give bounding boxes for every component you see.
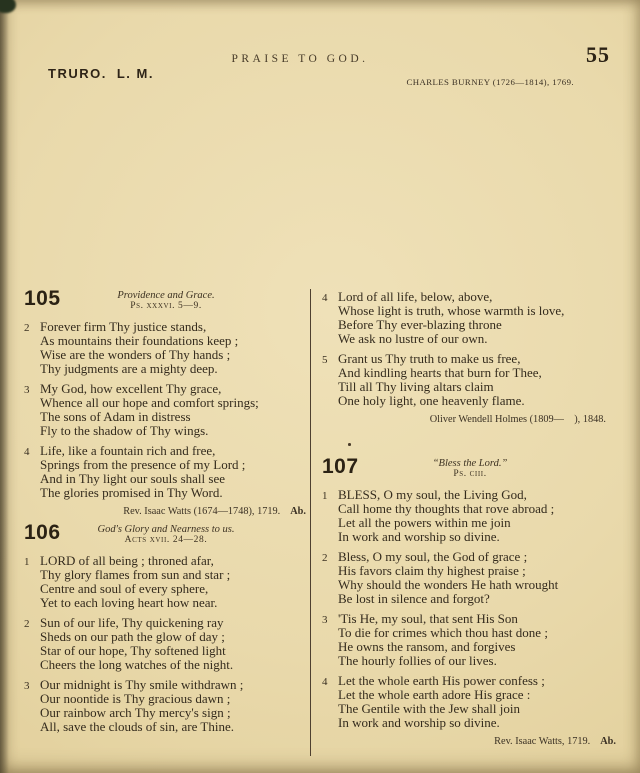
- verse-line: Our midnight is Thy smile withdrawn ;: [40, 677, 244, 692]
- verse: [322, 290, 618, 346]
- verse-line: Life, like a fountain rich and free,: [40, 443, 216, 458]
- music-score: [28, 84, 584, 286]
- hymn-scripture-ref: Ps. xxxvi. 5—9.: [130, 301, 202, 311]
- verse-line: Star of our hope, Thy softened light: [40, 643, 226, 658]
- verse-line: One holy light, one heavenly flame.: [338, 393, 525, 408]
- attribution: [322, 414, 616, 425]
- verse-line: Our noontide is Thy gracious dawn ;: [40, 691, 231, 706]
- page-number: 55: [586, 42, 610, 67]
- verse-line: Whose light is truth, whose warmth is love,: [338, 303, 565, 318]
- verse-line: Before Thy ever-blazing throne: [338, 317, 502, 332]
- hymn-title: Providence and Grace.: [117, 290, 215, 301]
- verse-number: 3: [24, 680, 30, 692]
- verse-line: Why should the wonders He hath wrought: [338, 577, 559, 592]
- right-column: [322, 290, 618, 754]
- verse-line: And in Thy light our souls shall see: [40, 471, 226, 486]
- verse-line: Call home thy thoughts that rove abroad ;: [338, 501, 555, 516]
- verse: [322, 488, 618, 544]
- verse-line: We ask no lustre of our own.: [338, 331, 488, 346]
- verse-line: Let all the powers within me join: [338, 515, 511, 530]
- attribution-text: Rev. Isaac Watts, 1719.: [494, 736, 591, 747]
- hymn-title: “Bless the Lord.”: [432, 458, 508, 469]
- hymn-number: 107: [322, 455, 359, 478]
- verse-line: As mountains their foundations keep ;: [40, 333, 239, 348]
- tune-title: TRURO.: [48, 66, 107, 81]
- hymn-scripture-ref: Ps. ciii.: [453, 469, 487, 479]
- verse-line: Thy judgments are a mighty deep.: [40, 361, 218, 376]
- verse: [322, 352, 618, 408]
- hymn-title: God's Glory and Nearness to us.: [97, 524, 235, 535]
- verse-line: My God, how excellent Thy grace,: [40, 381, 222, 396]
- verse-line: Centre and soul of every sphere,: [40, 581, 209, 596]
- attribution-abbrev: Ab.: [600, 736, 616, 747]
- verse: [24, 444, 308, 500]
- verse: [322, 674, 618, 730]
- verse-line: In work and worship so divine.: [338, 715, 500, 730]
- verse-number: 3: [322, 614, 328, 626]
- verse-line: Sheds on our path the glow of day ;: [40, 629, 225, 644]
- hymn-scripture-ref: Acts xvii. 24—28.: [124, 535, 208, 545]
- page-edge-shadow: [0, 0, 9, 773]
- verse-line: Sun of our life, Thy quickening ray: [40, 615, 224, 630]
- verse-line: To die for crimes which thou hast done ;: [338, 625, 548, 640]
- verse-line: Till all Thy living altars claim: [338, 379, 494, 394]
- verse: [322, 612, 618, 668]
- verse-line: Yet to each loving heart how near.: [40, 595, 218, 610]
- verse: [322, 550, 618, 606]
- verse-line: Let the whole earth adore His grace :: [338, 687, 531, 702]
- verse-line: Thy glory flames from sun and star ;: [40, 567, 231, 582]
- attribution-text: Oliver Wendell Holmes (1809— ), 1848.: [429, 414, 606, 425]
- verse-number: 1: [24, 556, 30, 568]
- verse-line: LORD of all being ; throned afar,: [40, 553, 214, 568]
- verse-line: The sons of Adam in distress: [40, 409, 191, 424]
- verse: [24, 678, 308, 734]
- verse-number: 2: [322, 552, 328, 564]
- verse-line: Cheers the long watches of the night.: [40, 657, 234, 672]
- verse-line: 'Tis He, my soul, that sent His Son: [338, 611, 518, 626]
- verse-line: Wise are the wonders of Thy hands ;: [40, 347, 231, 362]
- running-head: PRAISE TO GOD.: [231, 53, 369, 65]
- verse: [24, 320, 308, 376]
- verse-number: 4: [24, 446, 30, 458]
- attribution: [24, 506, 306, 517]
- verse-line: And kindling hearts that burn for Thee,: [338, 365, 542, 380]
- verse-line: Forever firm Thy justice stands,: [40, 319, 207, 334]
- column-divider: [310, 289, 311, 756]
- verse-line: His favors claim thy highest praise ;: [338, 563, 526, 578]
- verse-line: He owns the ransom, and forgives: [338, 639, 516, 654]
- column-gap: [322, 432, 618, 458]
- verse-line: Fly to the shadow of Thy wings.: [40, 423, 209, 438]
- verse-line: Lord of all life, below, above,: [338, 289, 493, 304]
- verse-line: Our rainbow arch Thy mercy's sign ;: [40, 705, 231, 720]
- verse-number: 2: [24, 618, 30, 630]
- verse-number: 3: [24, 384, 30, 396]
- corner-stain: [0, 0, 16, 13]
- hymn-number: 106: [24, 521, 61, 544]
- verse-number: 4: [322, 676, 328, 688]
- verse-line: In work and worship so divine.: [338, 529, 500, 544]
- verse-line: Springs from the presence of my Lord ;: [40, 457, 246, 472]
- verse-line: Be lost in silence and forgot?: [338, 591, 490, 606]
- hymn-number: 105: [24, 287, 61, 310]
- verse-line: The Gentile with the Jew shall join: [338, 701, 520, 716]
- verse-line: Let the whole earth His power confess ;: [338, 673, 545, 688]
- verse-line: Whence all our hope and comfort springs;: [40, 395, 259, 410]
- verse-line: The hourly follies of our lives.: [338, 653, 497, 668]
- left-column: [24, 287, 308, 740]
- attribution-text: Rev. Isaac Watts (1674—1748), 1719.: [123, 506, 281, 517]
- attribution-abbrev: Ab.: [290, 506, 306, 517]
- verse-number: 1: [322, 490, 328, 502]
- verse-number: 5: [322, 354, 328, 366]
- verse-line: BLESS, O my soul, the Living God,: [338, 487, 527, 502]
- verse-line: Bless, O my soul, the God of grace ;: [338, 549, 528, 564]
- tune-title-line: [48, 66, 154, 81]
- verse-line: The glories promised in Thy Word.: [40, 485, 223, 500]
- ink-speck: [348, 443, 351, 446]
- attribution: [322, 736, 616, 747]
- verse: [24, 382, 308, 438]
- composer-credit: CHARLES BURNEY (1726—1814), 1769.: [406, 77, 574, 87]
- verse: [24, 554, 308, 610]
- verse-line: All, save the clouds of sin, are Thine.: [40, 719, 234, 734]
- hymn-107-heading: [322, 455, 618, 485]
- hymn-106-heading: [24, 521, 308, 551]
- tune-meter: L. M.: [116, 66, 154, 81]
- verse-line: Grant us Thy truth to make us free,: [338, 351, 521, 366]
- hymn-105-heading: [24, 287, 308, 317]
- verse: [24, 616, 308, 672]
- verse-number: 2: [24, 322, 30, 334]
- verse-number: 4: [322, 292, 328, 304]
